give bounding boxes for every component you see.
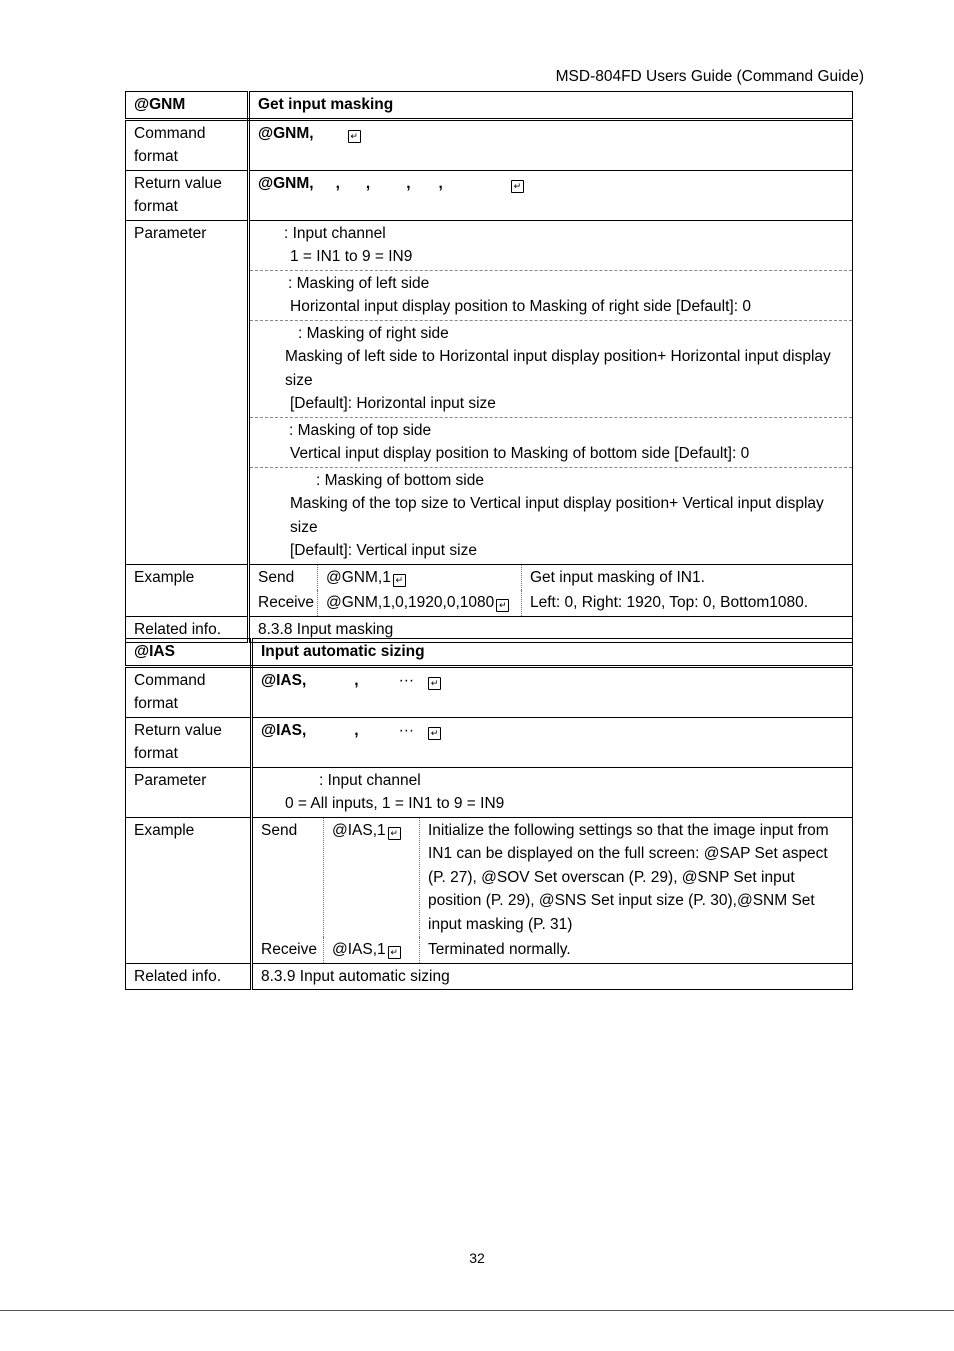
ias-command-label: Command format <box>126 666 252 717</box>
gnm-command-cell <box>249 119 853 170</box>
page-header: MSD-804FD Users Guide (Command Guide) <box>555 68 864 85</box>
param-left <box>250 271 852 321</box>
footer-rule <box>0 1310 954 1311</box>
param-body: Masking of left side to Horizontal input display position+ Horizontal input display size <box>285 348 831 389</box>
param-right <box>250 321 852 418</box>
ias-related-link: 8.3.9 Input automatic sizing <box>252 963 853 990</box>
comma: , <box>438 174 443 192</box>
ias-return-cell <box>252 717 853 767</box>
param-default: [Default]: Vertical input size <box>290 542 477 559</box>
return-key-icon: ↵ <box>511 180 524 193</box>
param-head: : Masking of left side <box>288 274 430 292</box>
return-key-icon: ↵ <box>388 946 401 959</box>
receive-command <box>324 937 420 963</box>
receive-command-text: @IAS,1 <box>332 941 386 958</box>
send-command <box>324 818 420 938</box>
return-key-icon: ↵ <box>428 677 441 690</box>
send-label: Send <box>258 568 295 586</box>
param-head: : Masking of top side <box>289 421 432 439</box>
gnm-example-cell <box>249 564 853 616</box>
ias-return-row <box>126 717 853 767</box>
return-key-icon: ↵ <box>348 130 361 143</box>
send-command-text: @IAS,1 <box>332 821 386 839</box>
send-description: Initialize the following settings so that the image input from IN1 can be displayed on the full screen: @SAP Set aspect (P. 27), @SOV Set overscan (P. 29), @SNP Set input position (P. 29), @SNS Set input size (P. 30),@SNM Set input masking (P. 31) <box>420 818 853 938</box>
gnm-return-label: Return value format <box>126 170 249 220</box>
gnm-return-format: @GNM, <box>258 174 314 192</box>
ias-example-cell <box>252 817 853 963</box>
send-command-text: @GNM,1 <box>326 568 391 586</box>
param-body: Horizontal input display position to Masking of right side [Default]: 0 <box>290 298 751 315</box>
ellipsis: ··· <box>398 671 415 689</box>
receive-command-text: @GNM,1,0,1920,0,1080 <box>326 594 495 611</box>
ias-example-row <box>126 817 853 963</box>
gnm-command-row <box>126 119 853 170</box>
param-body: Masking of the top size to Vertical input display position+ Vertical input display size <box>290 495 824 536</box>
send-description: Get input masking of IN1. <box>522 565 853 591</box>
gnm-parameter-label: Parameter <box>126 220 249 564</box>
gnm-command-label: Command format <box>126 119 249 170</box>
param-body: 0 = All inputs, 1 = IN1 to 9 = IN9 <box>285 795 505 812</box>
ias-parameter-cell <box>252 767 853 817</box>
gnm-title: Get input masking <box>249 92 853 120</box>
ias-return-label: Return value format <box>126 717 252 767</box>
receive-label: Receive <box>258 594 314 611</box>
return-key-icon: ↵ <box>496 599 509 612</box>
param-body: 1 = IN1 to 9 = IN9 <box>290 248 413 265</box>
gnm-parameter-row <box>126 220 853 564</box>
param-channel <box>250 221 852 271</box>
gnm-related-label: Related info. <box>126 616 249 643</box>
comma: , <box>354 721 359 739</box>
gnm-example-label: Example <box>126 564 249 616</box>
ias-header-row <box>126 639 853 667</box>
comma: , <box>335 174 340 192</box>
ias-code: @IAS <box>126 639 252 667</box>
ias-command-format: @IAS, <box>261 671 307 689</box>
ias-title: Input automatic sizing <box>252 639 853 667</box>
comma: , <box>354 671 359 689</box>
param-bottom <box>250 468 852 564</box>
ias-return-format: @IAS, <box>261 721 307 739</box>
return-key-icon: ↵ <box>393 574 406 587</box>
param-body: Vertical input display position to Masking of bottom side [Default]: 0 <box>290 445 750 462</box>
param-head: : Input channel <box>284 224 386 242</box>
param-head: : Input channel <box>319 771 421 789</box>
return-key-icon: ↵ <box>428 727 441 740</box>
param-head: : Masking of bottom side <box>316 471 484 489</box>
ias-command-row <box>126 666 853 717</box>
send-command <box>318 565 522 591</box>
ias-example-label: Example <box>126 817 252 963</box>
param-head: : Masking of right side <box>298 324 449 342</box>
ias-related-row <box>126 963 853 990</box>
comma: , <box>406 174 411 192</box>
receive-command <box>318 590 522 616</box>
receive-description: Terminated normally. <box>420 937 853 963</box>
gnm-return-row <box>126 170 853 220</box>
gnm-return-cell <box>249 170 853 220</box>
ellipsis: ··· <box>398 721 415 739</box>
page-number: 32 <box>469 1250 485 1266</box>
gnm-related-link: 8.3.8 Input masking <box>249 616 853 643</box>
gnm-parameter-cell <box>249 220 853 564</box>
ias-command-cell <box>252 666 853 717</box>
ias-related-label: Related info. <box>126 963 252 990</box>
return-key-icon: ↵ <box>388 827 401 840</box>
send-label: Send <box>261 821 298 839</box>
comma: , <box>365 174 371 192</box>
param-top <box>250 418 852 468</box>
gnm-code: @GNM <box>126 92 249 120</box>
ias-table <box>125 638 853 990</box>
gnm-command-format: @GNM, <box>258 124 314 142</box>
gnm-table <box>125 91 853 643</box>
receive-description: Left: 0, Right: 1920, Top: 0, Bottom1080. <box>522 590 853 616</box>
receive-label: Receive <box>261 941 317 958</box>
ias-parameter-row <box>126 767 853 817</box>
gnm-example-row <box>126 564 853 616</box>
param-default: [Default]: Horizontal input size <box>290 395 496 412</box>
gnm-header-row <box>126 92 853 120</box>
ias-parameter-label: Parameter <box>126 767 252 817</box>
